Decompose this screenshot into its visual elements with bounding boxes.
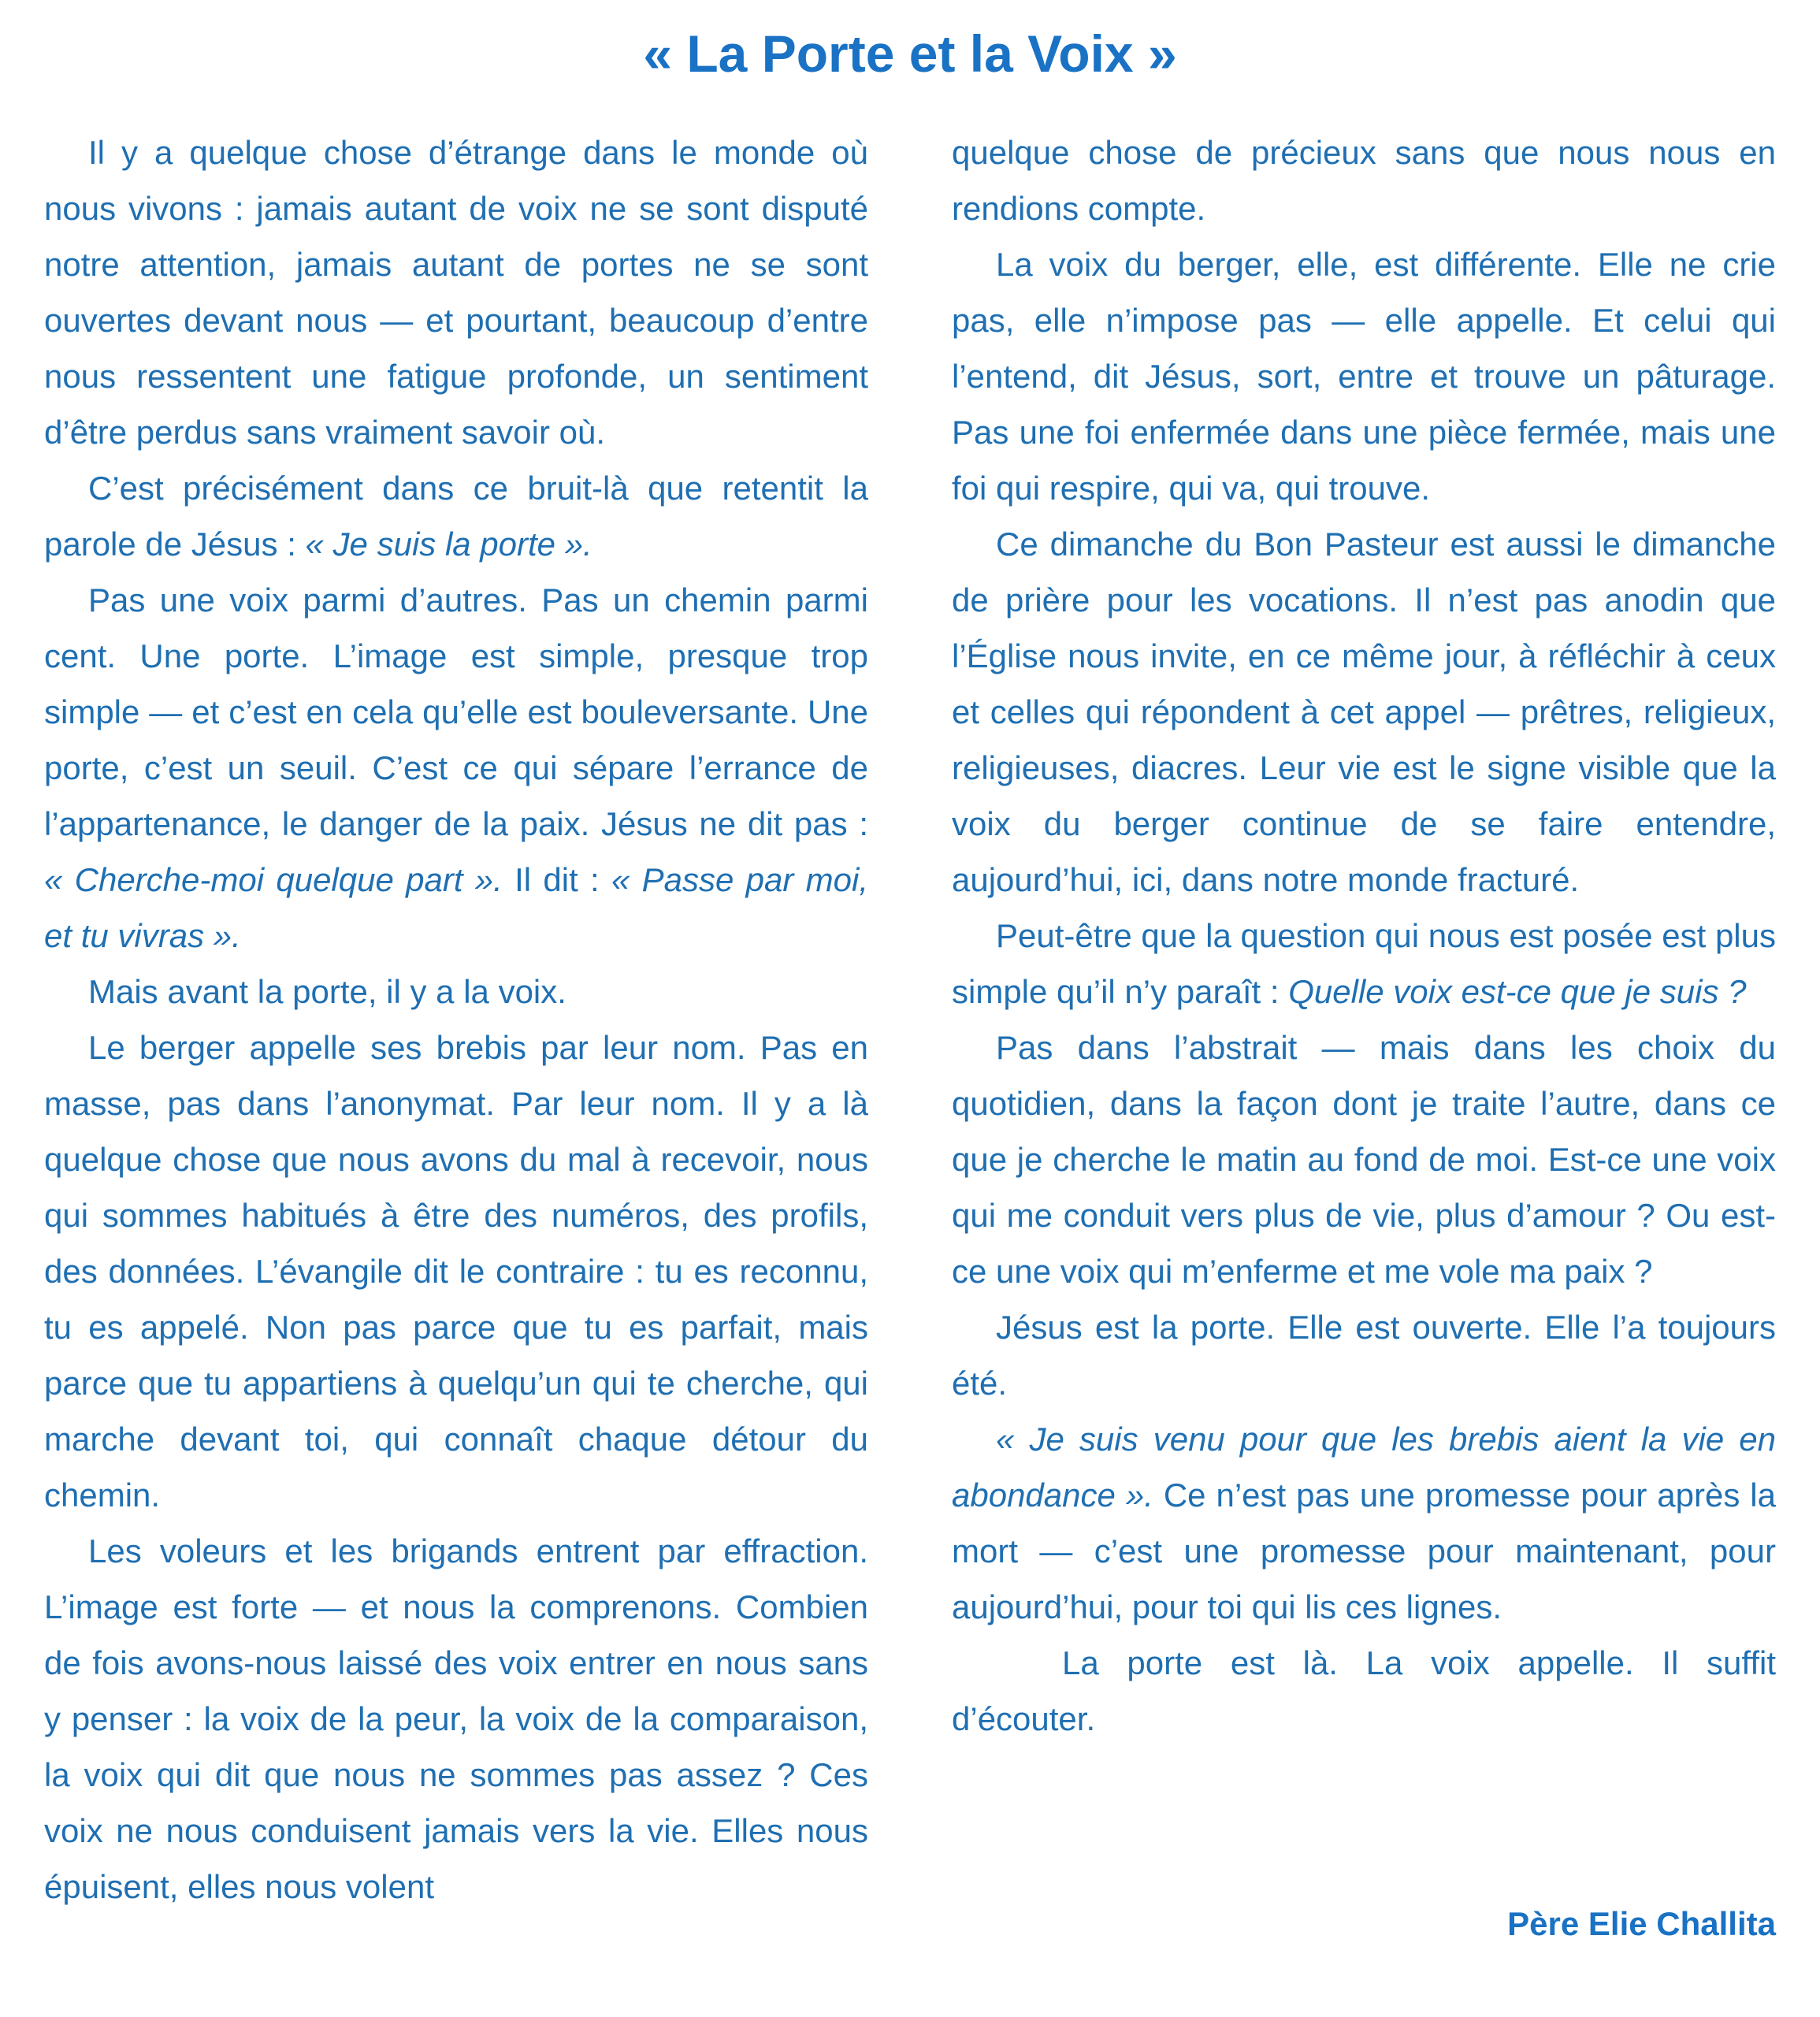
paragraph-12 (952, 1411, 1776, 1635)
author-signature: Père Elie Challita (1507, 1905, 1776, 1942)
paragraph-1: Il y a quelque chose d’étrange dans le monde où nous vivons : jamais autant de voix ne se sont disputé notre attention, jamais autant de portes ne se sont ouvertes devant nous — et pourtant, beaucoup d’entre nous ressentent une fatigue profonde, un sentiment d’être perdus sans vraiment savoir où. (44, 134, 868, 451)
paragraph-2 (44, 460, 868, 572)
paragraph-4: Mais avant la porte, il y a la voix. (88, 973, 566, 1010)
paragraph-3-quote-2: « Passe par moi, et tu vivras ». (44, 861, 869, 954)
paragraph-12-text: Ce n’est pas une promesse pour après la mort — c’est une promesse pour maintenant, pour aujourd’hui, pour toi qui lis ces lignes. (952, 1477, 1776, 1625)
paragraph-12-quote: « Je suis venu pour que les brebis aient la vie en abondance ». (952, 1421, 1776, 1514)
paragraph-13: La porte est là. La voix appelle. Il suffit d’écouter. (952, 1644, 1776, 1737)
paragraph-8: Ce dimanche du Bon Pasteur est aussi le dimanche de prière pour les vocations. Il n’est pas anodin que l’Église nous invite, en ce même jour, à réfléchir à ceux et celles qui répondent à cet appel — prêtres, religieux, religieuses, diacres. Leur vie est le signe visible que la voix du berger continue de se faire entendre, aujourd’hui, ici, dans notre monde fracturé. (952, 526, 1776, 898)
paragraph-3 (44, 572, 868, 964)
paragraph-2-text: C’est précisément dans ce bruit-là que retentit la parole de Jésus : (44, 470, 868, 563)
paragraph-7: La voix du berger, elle, est différente. Elle ne crie pas, elle n’impose pas — elle appelle. Et celui qui l’entend, dit Jésus, sort, entre et trouve un pâturage. Pas une foi enfermée dans une pièce fermée, mais une foi qui respire, qui va, qui trouve. (952, 246, 1776, 507)
paragraph-3-middle: Il dit : (502, 861, 611, 898)
right-column (952, 124, 1776, 1747)
paragraph-9 (952, 908, 1776, 1020)
paragraph-9-text: Peut-être que la question qui nous est posée est plus simple qu’il n’y paraît : (952, 917, 1776, 1010)
paragraph-6-continued: quelque chose de précieux sans que nous nous en rendions compte. (952, 134, 1776, 227)
paragraph-11: Jésus est la porte. Elle est ouverte. Elle l’a toujours été. (952, 1309, 1776, 1402)
paragraph-9-quote: Quelle voix est-ce que je suis ? (1288, 973, 1747, 1010)
paragraph-3-quote-1: « Cherche-moi quelque part ». (44, 861, 503, 898)
paragraph-3-text: Pas une voix parmi d’autres. Pas un chemin parmi cent. Une porte. L’image est simple, presque trop simple — et c’est en cela qu’elle est bouleversante. Une porte, c’est un seuil. C’est ce qui sépare l’errance de l’appartenance, le danger de la paix. Jésus ne dit pas : (44, 581, 868, 842)
paragraph-2-quote: « Je suis la porte ». (305, 526, 592, 563)
article-title: « La Porte et la Voix » (643, 24, 1177, 83)
paragraph-6: Les voleurs et les brigands entrent par effraction. L’image est forte — et nous la comprenons. Combien de fois avons-nous laissé des voix entrer en nous sans y penser : la voix de la peur, la voix de la comparaison, la voix qui dit que nous ne sommes pas assez ? Ces voix ne nous conduisent jamais vers la vie. Elles nous épuisent, elles nous volent (44, 1532, 868, 1905)
paragraph-10: Pas dans l’abstrait — mais dans les choix du quotidien, dans la façon dont je traite l’autre, dans ce que je cherche le matin au fond de moi. Est-ce une voix qui me conduit vers plus de vie, plus d’amour ? Ou est-ce une voix qui m’enferme et me vole ma paix ? (952, 1029, 1776, 1290)
left-column (44, 124, 868, 1915)
paragraph-5: Le berger appelle ses brebis par leur nom. Pas en masse, pas dans l’anonymat. Par leur nom. Il y a là quelque chose que nous avons du mal à recevoir, nous qui sommes habitués à être des numéros, des profils, des données. L’évangile dit le contraire : tu es reconnu, tu es appelé. Non pas parce que tu es parfait, mais parce que tu appartiens à quelqu’un qui te cherche, qui marche devant toi, qui connaît chaque détour du chemin. (44, 1029, 868, 1514)
